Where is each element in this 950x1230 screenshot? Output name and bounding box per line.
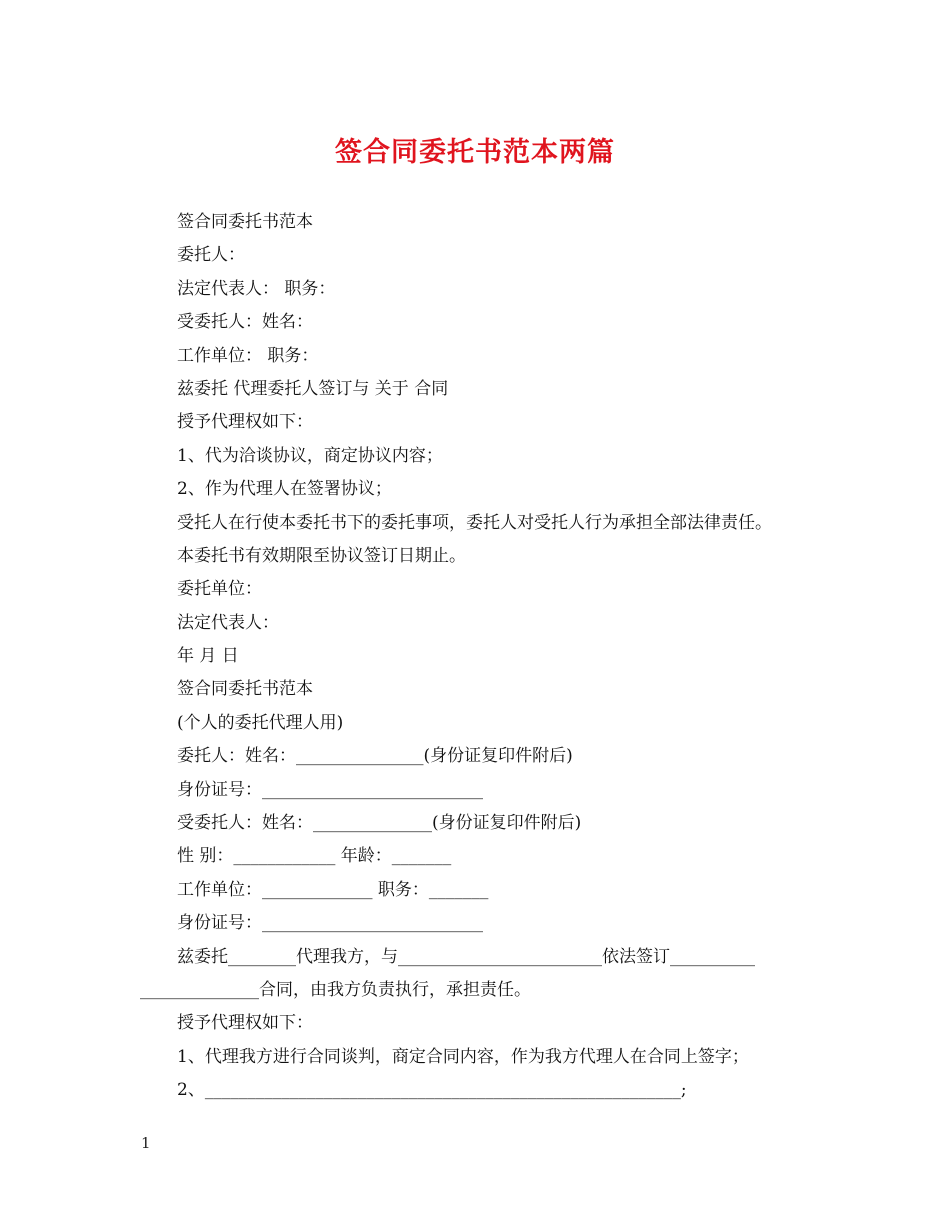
body-line: 身份证号：__________________________ [177,913,483,934]
body-line: 委托人： [177,245,245,266]
body-line: 受托人在行使本委托书下的委托事项，委托人对受托人行为承担全部法律责任。 [177,512,772,533]
body-line: 1、代为洽谈协议，商定协议内容； [177,445,443,466]
document-title: 签合同委托书范本两篇 [335,137,615,168]
body-line: (个人的委托代理人用) [177,712,344,733]
body-line: 身份证号：__________________________ [177,779,483,800]
body-line: 委托人：姓名：_______________(身份证复印件附后) [177,746,573,767]
body-line: 本委托书有效期限至协议签订日期止。 [177,545,466,566]
body-line: 签合同委托书范本 [177,212,313,232]
page-number: 1 [141,1134,151,1152]
body-line: 授予代理权如下： [177,412,313,433]
document-body [140,206,830,1108]
body-line: 1、代理我方进行合同谈判，商定合同内容，作为我方代理人在合同上签字； [177,1046,749,1067]
body-line: 兹委托 代理委托人签订与 关于 合同 [177,378,449,399]
body-line: 性 别：____________ 年龄：_______ [177,846,452,867]
body-line: 法定代表人： [177,612,279,633]
body-line: 授予代理权如下： [177,1013,313,1034]
body-line: 法定代表人： 职务： [177,278,336,299]
body-line: 受委托人：姓名： [177,312,313,333]
body-line: ______________合同，由我方负责执行，承担责任。 [140,979,531,1000]
body-line: 受委托人：姓名：______________(身份证复印件附后) [177,813,582,834]
body-line: 工作单位： 职务： [177,345,319,366]
body-line: 2、________________________________________________________; [177,1080,687,1101]
body-line: 工作单位：_____________ 职务：_______ [177,879,489,900]
body-line: 兹委托________代理我方，与________________________依法签订__________ [177,946,755,967]
body-line: 签合同委托书范本 [177,679,313,700]
body-line: 年 月 日 [177,646,239,667]
body-line: 2、作为代理人在签署协议； [177,479,392,500]
body-line: 委托单位： [177,579,262,600]
